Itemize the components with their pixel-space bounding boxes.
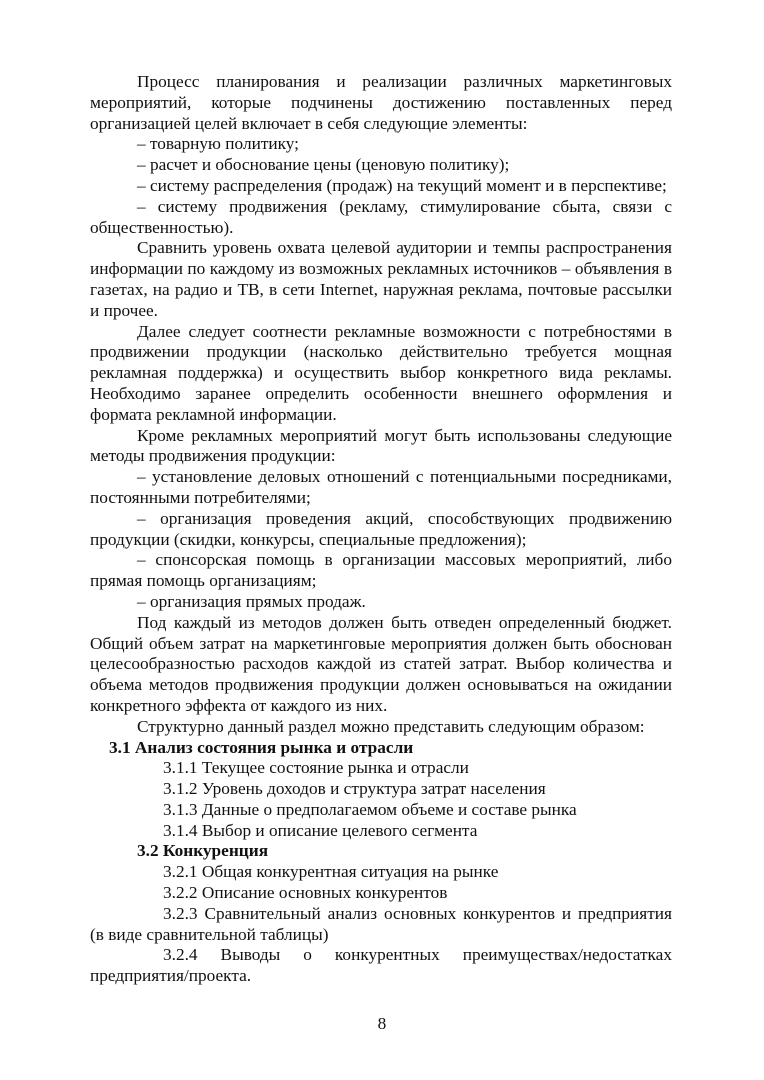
toc-item: 3.2.3 Сравнительный анализ основных конкурентов и предприятия (в виде сравнительной таблицы) — [90, 903, 672, 944]
budget-paragraph: Под каждый из методов должен быть отведен определенный бюджет. Общий объем затрат на маркетинговые мероприятия должен быть обоснован целесообразностью расходов каждой из статей затрат. Выбор количества и объема методов продвижения продукции должен основываться на ожидании конкретного эффекта от каждого из них. — [90, 612, 672, 715]
page-number: 8 — [377, 1014, 387, 1033]
intro-paragraph: Процесс планирования и реализации различных маркетинговых мероприятий, которые подчинены достижению поставленных перед организацией целей включает в себя следующие элементы: — [90, 72, 672, 133]
compare-paragraph: Сравнить уровень охвата целевой аудитории и темпы распространения информации по каждому из возможных рекламных источников – объявления в газетах, на радио и ТВ, в сети Internet, наружная реклама, почтовые рассылки и прочее. — [90, 238, 672, 320]
toc-item: 3.2.2 Описание основных конкурентов — [163, 883, 448, 903]
list-item: – установление деловых отношений с потенциальными посредниками, постоянными потребителями; — [90, 467, 672, 507]
list-item: – расчет и обоснование цены (ценовую политику); — [137, 155, 510, 175]
document-page — [90, 72, 672, 987]
toc-item: 3.1.2 Уровень доходов и структура затрат населения — [163, 779, 546, 799]
list-item: – организация прямых продаж. — [137, 591, 366, 611]
section-heading-3-2: 3.2 Конкуренция — [137, 841, 269, 861]
list-item: – систему распределения (продаж) на текущий момент и в перспективе; — [137, 175, 667, 195]
toc-item: 3.2.1 Общая конкурентная ситуация на рынке — [163, 862, 499, 882]
list-item: – спонсорская помощь в организации массовых мероприятий, либо прямая помощь организациям; — [90, 550, 672, 591]
next-paragraph: Далее следует соотнести рекламные возможности с потребностями в продвижении продукции (насколько действительно требуется мощная рекламная поддержка) и осуществить выбор конкретного вида рекламы. Необходимо заранее определить особенности внешнего оформления и формата рекламной информации. — [90, 321, 672, 424]
toc-item: 3.1.4 Выбор и описание целевого сегмента — [163, 820, 478, 840]
toc-item: 3.1.1 Текущее состояние рынка и отрасли — [163, 758, 469, 778]
section-heading-3-1: 3.1 Анализ состояния рынка и отрасли — [109, 737, 414, 757]
methods-paragraph: Кроме рекламных мероприятий могут быть использованы следующие методы продвижения продукции: — [90, 425, 672, 466]
toc-item: 3.2.4 Выводы о конкурентных преимуществах/недостатках предприятия/проекта. — [90, 945, 672, 986]
list-item: – товарную политику; — [137, 134, 299, 154]
toc-item: 3.1.3 Данные о предполагаемом объеме и составе рынка — [163, 799, 577, 819]
structure-paragraph: Структурно данный раздел можно представить следующим образом: — [137, 716, 645, 736]
list-item: – систему продвижения (рекламу, стимулирование сбыта, связи с общественностью). — [90, 196, 672, 237]
list-item: – организация проведения акций, способствующих продвижению продукции (скидки, конкурсы, специальные предложения); — [90, 508, 672, 549]
